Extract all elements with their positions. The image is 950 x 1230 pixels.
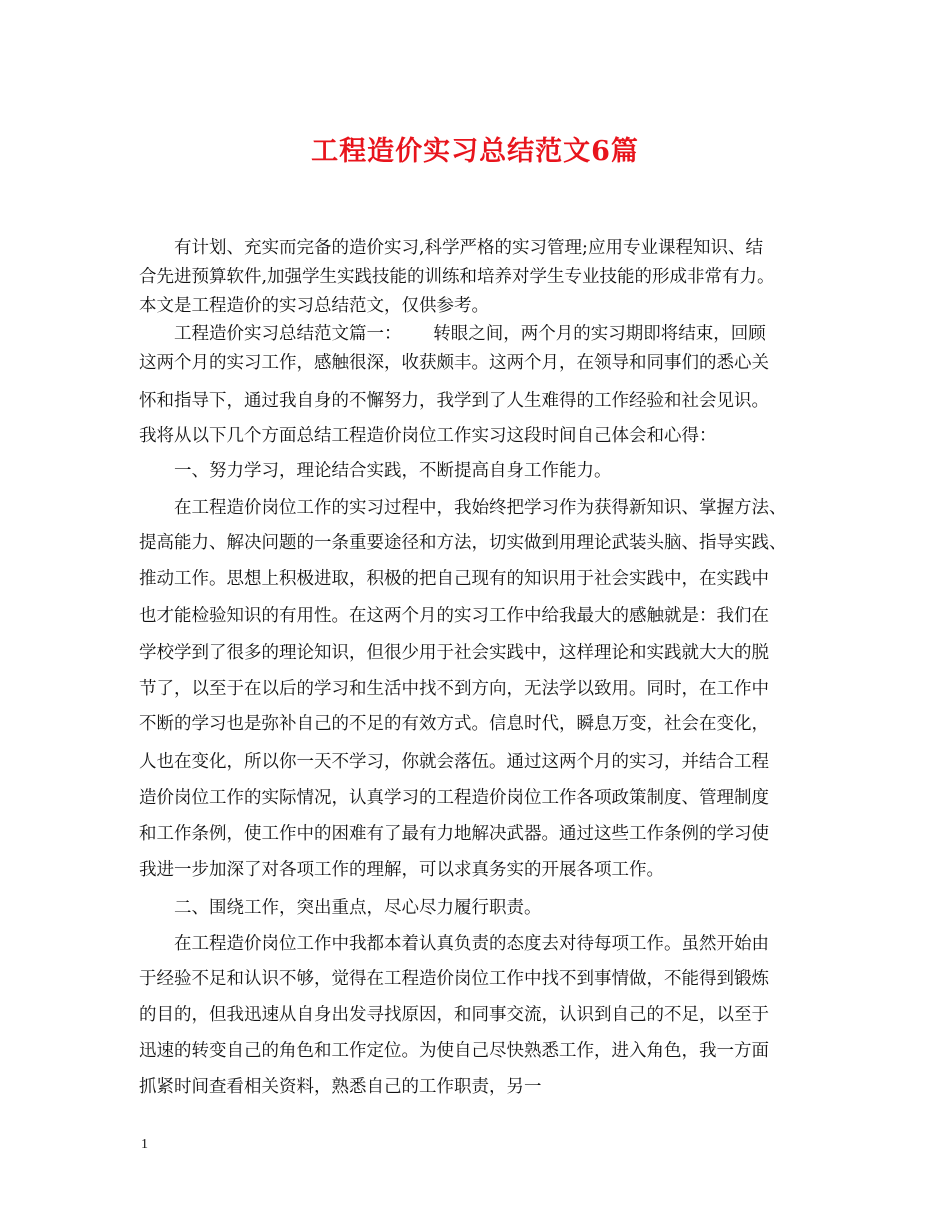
text-line: 和工作条例，使工作中的困难有了最有力地解决武器。通过这些工作条例的学习使 bbox=[139, 824, 769, 844]
text-line: 迅速的转变自己的角色和工作定位。为使自己尽快熟悉工作，进入角色，我一方面 bbox=[139, 1041, 769, 1061]
text-line: 提高能力、解决问题的一条重要途径和方法，切实做到用理论武装头脑、指导实践、 bbox=[139, 533, 787, 553]
text-line: 造价岗位工作的实际情况，认真学习的工程造价岗位工作各项政策制度、管理制度 bbox=[139, 788, 769, 808]
text-line: 也才能检验知识的有用性。在这两个月的实习工作中给我最大的感触就是：我们在 bbox=[139, 606, 769, 626]
text-line: 有计划、充实而完备的造价实习,科学严格的实习管理;应用专业课程知识、结 bbox=[139, 238, 763, 258]
text-line: 于经验不足和认识不够，觉得在工程造价岗位工作中找不到事情做，不能得到锻炼 bbox=[139, 969, 769, 989]
text-line: 怀和指导下，通过我自身的不懈努力，我学到了人生难得的工作经验和社会见识。 bbox=[139, 391, 769, 411]
page-number: 1 bbox=[141, 1137, 148, 1152]
text-line: 合先进预算软件,加强学生实践技能的训练和培养对学生专业技能的形成非常有力。 bbox=[139, 267, 775, 287]
text-line: 人也在变化，所以你一天不学习，你就会落伍。通过这两个月的实习，并结合工程 bbox=[139, 752, 769, 772]
text-line: 工程造价实习总结范文篇一： 转眼之间，两个月的实习期即将结束，回顾 bbox=[139, 324, 766, 344]
text-line: 的目的，但我迅速从自身出发寻找原因，和同事交流，认识到自己的不足，以至于 bbox=[139, 1005, 769, 1025]
text-line: 抓紧时间查看相关资料，熟悉自己的工作职责，另一 bbox=[139, 1077, 542, 1097]
text-line: 一、努力学习，理论结合实践，不断提高自身工作能力。 bbox=[139, 461, 612, 481]
text-line: 我将从以下几个方面总结工程造价岗位工作实习这段时间自己体会和心得： bbox=[139, 426, 717, 446]
text-line: 推动工作。思想上积极进取，积极的把自己现有的知识用于社会实践中，在实践中 bbox=[139, 569, 769, 589]
text-line: 学校学到了很多的理论知识，但很少用于社会实践中，这样理论和实践就大大的脱 bbox=[139, 643, 769, 663]
text-line: 在工程造价岗位工作的实习过程中，我始终把学习作为获得新知识、掌握方法、 bbox=[139, 498, 787, 518]
text-line: 这两个月的实习工作，感触很深，收获颇丰。这两个月，在领导和同事们的悉心关 bbox=[139, 353, 769, 373]
text-line: 我进一步加深了对各项工作的理解，可以求真务实的开展各项工作。 bbox=[139, 860, 664, 880]
text-line: 在工程造价岗位工作中我都本着认真负责的态度去对待每项工作。虽然开始由 bbox=[139, 934, 769, 954]
document-title: 工程造价实习总结范文6篇 bbox=[311, 136, 639, 167]
text-line: 节了，以至于在以后的学习和生活中找不到方向，无法学以致用。同时，在工作中 bbox=[139, 679, 769, 699]
text-line: 不断的学习也是弥补自己的不足的有效方式。信息时代，瞬息万变，社会在变化， bbox=[139, 714, 769, 734]
text-line: 二、围绕工作，突出重点，尽心尽力履行职责。 bbox=[139, 898, 542, 918]
text-line: 本文是工程造价的实习总结范文，仅供参考。 bbox=[139, 296, 489, 316]
